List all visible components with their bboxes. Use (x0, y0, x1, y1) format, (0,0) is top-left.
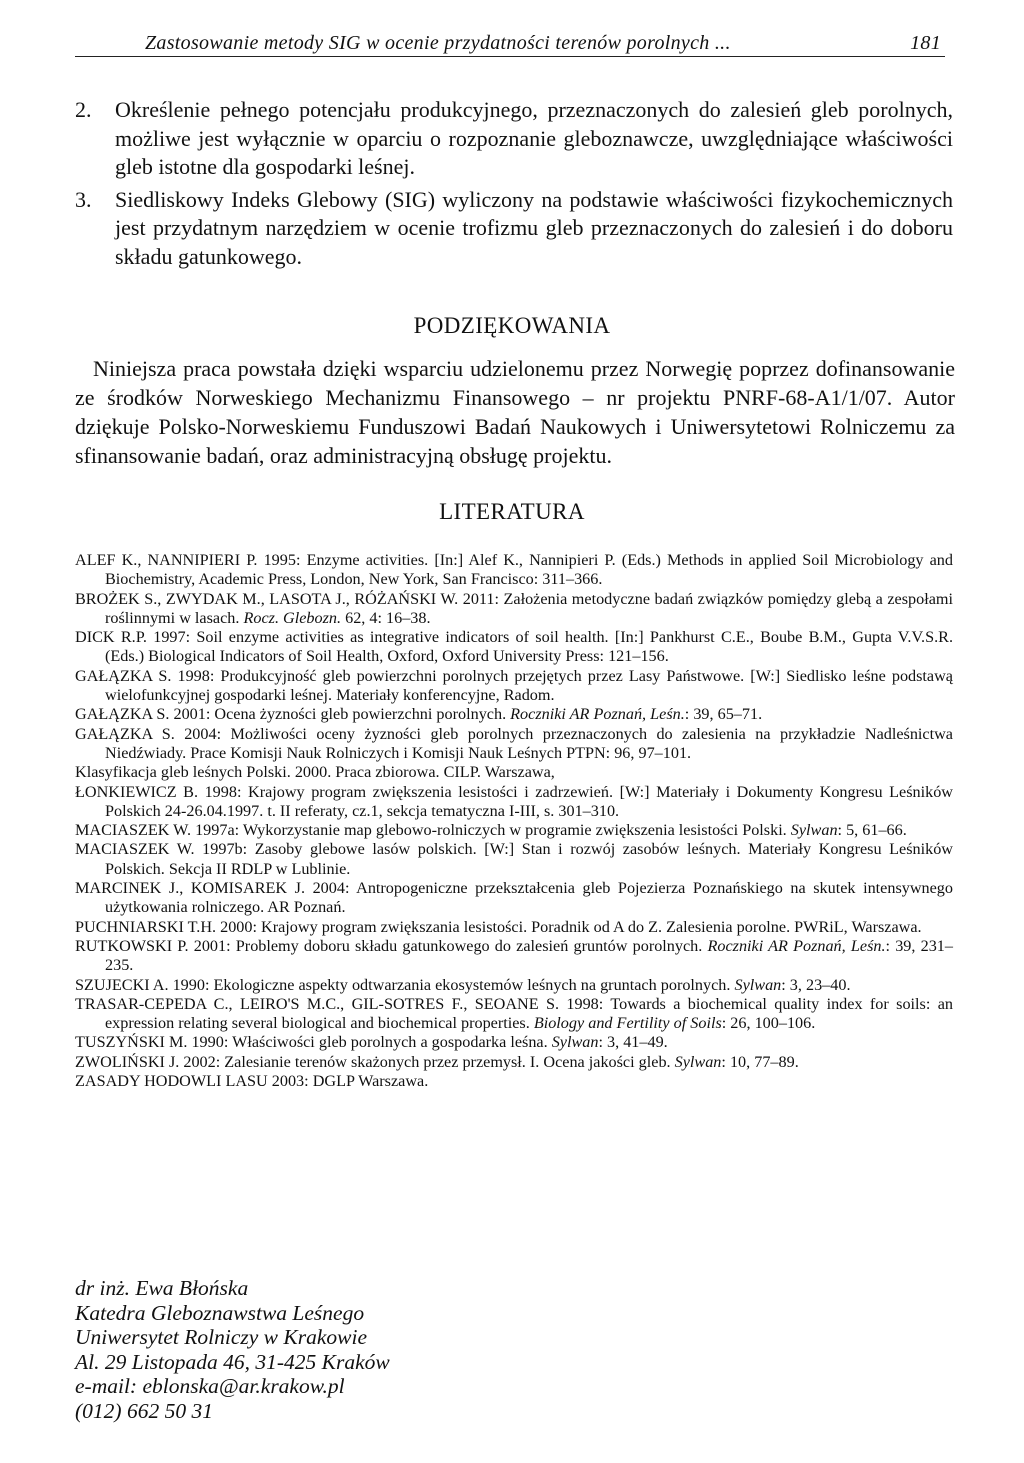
reference-item (75, 1072, 953, 1091)
reference-text: ALEF K., NANNIPIERI P. 1995: Enzyme activities. [In:] Alef K., Nannipieri P. (Eds.) Methods in applied Soil Microbiology and Biochemistry, Academic Press, London, New York, San Francisco: 311–366. (75, 551, 953, 589)
reference-item (75, 1033, 953, 1052)
reference-text: MACIASZEK W. 1997b: Zasoby glebowe lasów polskich. [W:] Stan i rozwój zasobów leśnych. Materiały Kongresu Leśników Polskich. Sekcja II RDLP w Lublinie. (75, 840, 953, 878)
reference-text: ZASADY HODOWLI LASU 2003: DGLP Warszawa. (75, 1072, 429, 1091)
reference-journal: Roczniki AR Poznań, Leśn. (707, 936, 886, 955)
reference-text: ŁONKIEWICZ B. 1998: Krajowy program zwiększenia lesistości i zadrzewień. [W:] Materiały i Dokumenty Kongresu Leśników Polskich 24-26.04.1997. t. II referaty, cz.1, sekcja tematyczna I-III, s. 301–310. (75, 782, 953, 820)
conclusion-number: 3. (75, 186, 92, 212)
reference-pages: 62, 4: 16–38. (341, 608, 431, 627)
reference-text: MARCINEK J., KOMISAREK J. 2004: Antropogeniczne przekształcenia gleb Pojezierza Poznańskiego na skutek intensywnego użytkowania rolniczego. AR Poznań. (75, 879, 953, 917)
reference-item (75, 705, 953, 724)
reference-journal: Biology and Fertility of Soils (533, 1014, 722, 1033)
reference-text: TUSZYŃSKI M. 1990: Właściwości gleb porolnych a gospodarka leśna. (75, 1033, 552, 1052)
reference-item (75, 1053, 953, 1072)
reference-pages: : 26, 100–106. (721, 1014, 816, 1033)
reference-text: SZUJECKI A. 1990: Ekologiczne aspekty odtwarzania ekosystemów leśnych na gruntach porolnych. (75, 975, 735, 994)
acknowledgements-text: Niniejsza praca powstała dzięki wsparciu udzielonemu przez Norwegię poprzez dofinansowanie ze środków Norweskiego Mechanizmu Finansowego – nr projektu PNRF-68-A1/1/07. Autor dziękuje Polsko-Norweskiemu Funduszowi Badań Naukowych i Uniwersytetowi Rolniczemu za sfinansowanie badań, oraz administracyjną obsługę projektu. (75, 356, 955, 468)
reference-text: PUCHNIARSKI T.H. 2000: Krajowy program zwiększania lesistości. Poradnik od A do Z. Zalesienia porolne. PWRiL, Warszawa. (75, 917, 922, 936)
author-line: Uniwersytet Rolniczy w Krakowie (75, 1325, 368, 1349)
reference-journal: Sylwan (674, 1052, 722, 1071)
reference-item (75, 667, 953, 706)
page-number: 181 (910, 32, 941, 54)
reference-pages: : 5, 61–66. (837, 821, 907, 840)
conclusion-number: 2. (75, 97, 92, 122)
reference-item (75, 840, 953, 879)
reference-text: BROŻEK S., ZWYDAK M., LASOTA J., RÓŻAŃSKI W. 2011: Założenia metodyczne badań związków pomiędzy glebą a zespołami roślinnymi w lasach. (75, 589, 953, 627)
reference-journal: Sylwan (551, 1033, 599, 1052)
reference-pages: : 10, 77–89. (721, 1052, 799, 1071)
acknowledgements-heading: PODZIĘKOWANIA (413, 313, 611, 338)
author-line: Katedra Gleboznawstwa Leśnego (75, 1300, 365, 1325)
reference-text: MACIASZEK W. 1997a: Wykorzystanie map glebowo-rolniczych w programie zwiększenia lesistości Polski. (75, 821, 791, 840)
reference-item (75, 783, 953, 822)
reference-item (75, 725, 953, 764)
reference-item (75, 821, 953, 840)
reference-item (75, 918, 953, 937)
reference-item (75, 590, 953, 629)
reference-text: Klasyfikacja gleb leśnych Polski. 2000. Praca zbiorowa. CILP. Warszawa, (75, 763, 555, 782)
literature-heading: LITERATURA (439, 499, 585, 524)
reference-journal: Sylwan (734, 975, 782, 994)
author-line: Al. 29 Listopada 46, 31-425 Kraków (75, 1349, 390, 1374)
reference-text: GAŁĄZKA S. 2004: Możliwości oceny żyzności gleb porolnych przeznaczonych do zalesienia na przykładzie Nadleśnictwa Niedźwiady. Prace Komisji Nauk Rolniczych i Komisji Nauk Leśnych PTPN: 96, 97–101. (75, 724, 953, 762)
reference-item (75, 551, 953, 590)
author-block (75, 1276, 390, 1423)
reference-journal: Roczniki AR Poznań, Leśn. (510, 705, 685, 724)
reference-text: ZWOLIŃSKI J. 2002: Zalesianie terenów skażonych przez przemysł. I. Ocena jakości gleb. (75, 1052, 675, 1071)
conclusion-item (75, 96, 953, 182)
author-email: e-mail: eblonska@ar.krakow.pl (75, 1374, 345, 1398)
reference-item (75, 628, 953, 667)
conclusion-text: Określenie pełnego potencjału produkcyjnego, przeznaczonych do zalesień gleb porolnych, możliwe jest wyłącznie w oparciu o rozpoznanie gleboznawcze, uwzględniające właściwości gleb istotne dla gospodarki leśnej. (115, 97, 953, 179)
reference-list (75, 551, 953, 1091)
reference-pages: : 39, 65–71. (684, 705, 763, 724)
reference-item (75, 995, 953, 1034)
reference-text: GAŁĄZKA S. 1998: Produkcyjność gleb powierzchni porolnych przejętych przez Lasy Państwowe. [W:] Siedlisko leśne podstawą wielofunkcyjnej gospodarki leśnej. Materiały konferencyjne, Radom. (75, 666, 953, 705)
reference-pages: : 39, 231–235. (105, 936, 953, 975)
conclusions-list (75, 96, 953, 271)
conclusion-item (75, 186, 953, 272)
conclusion-text: Siedliskowy Indeks Glebowy (SIG) wyliczony na podstawie właściwości fizykochemicznych jest przydatnym narzędziem w ocenie trofizmu gleb przeznaczonych do zalesień i do doboru składu gatunkowego. (115, 186, 953, 269)
running-header (75, 26, 945, 57)
reference-text: RUTKOWSKI P. 2001: Problemy doboru składu gatunkowego do zalesień gruntów porolnych. (75, 936, 708, 955)
reference-text: DICK R.P. 1997: Soil enzyme activities as integrative indicators of soil health. [In:] Pankhurst C.E., Boube B.M., Gupta V.V.S.R. (Eds.) Biological Indicators of Soil Health, Oxford, Oxford University Press: 121–156. (75, 628, 953, 666)
reference-journal: Sylwan (790, 821, 838, 840)
reference-pages: : 3, 23–40. (781, 975, 851, 994)
reference-text: GAŁĄZKA S. 2001: Ocena żyzności gleb powierzchni porolnych. (75, 705, 511, 724)
reference-item (75, 937, 953, 976)
reference-item (75, 763, 953, 782)
author-line: (012) 662 50 31 (75, 1398, 213, 1423)
reference-journal: Rocz. Glebozn. (243, 608, 342, 627)
reference-item (75, 976, 953, 995)
running-title: Zastosowanie metody SIG w ocenie przydatności terenów porolnych ... (145, 32, 731, 54)
reference-item (75, 879, 953, 918)
author-name: dr inż. Ewa Błońska (75, 1276, 249, 1300)
reference-text: TRASAR-CEPEDA C., LEIRO'S M.C., GIL-SOTRES F., SEOANE S. 1998: Towards a biochemical quality index for soils: an expression relating several biological and biochemical properties. (75, 994, 953, 1033)
reference-pages: : 3, 41–49. (598, 1033, 668, 1052)
